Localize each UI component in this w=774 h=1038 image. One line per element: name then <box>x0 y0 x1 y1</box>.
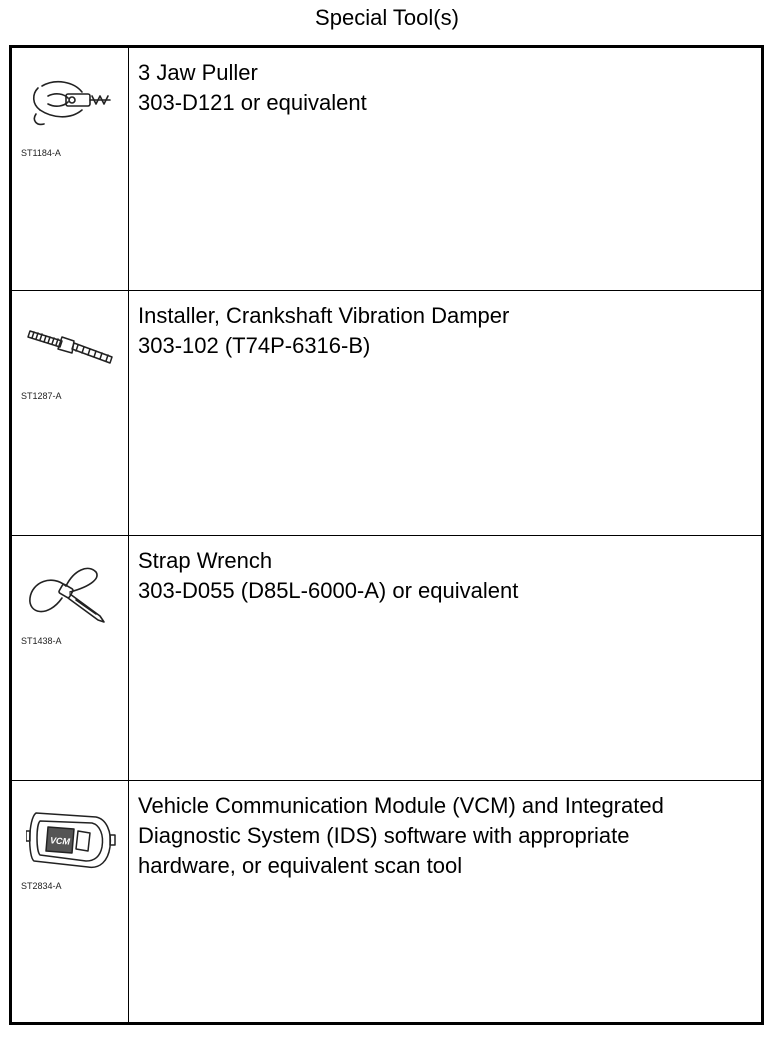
svg-text:VCM: VCM <box>49 835 71 847</box>
tool-image-cell <box>12 291 129 535</box>
tool-name-continued: hardware, or equivalent scan tool <box>138 853 463 878</box>
page-title: Special Tool(s) <box>315 5 459 30</box>
tool-description <box>129 291 761 535</box>
tool-name: Vehicle Communication Module (VCM) and Integrated <box>138 793 664 818</box>
tool-image-cell <box>12 781 129 1022</box>
tool-row-strap-wrench <box>12 536 761 781</box>
three-jaw-puller-icon <box>26 74 116 134</box>
tool-code: ST1438-A <box>21 636 62 646</box>
tool-row-3-jaw-puller <box>12 48 761 291</box>
damper-installer-icon <box>26 317 116 377</box>
tool-description <box>129 781 761 1022</box>
vcm-module-icon <box>26 807 116 873</box>
tool-row-damper-installer <box>12 291 761 536</box>
special-tools-table <box>9 45 764 1025</box>
tool-description <box>129 536 761 780</box>
tool-name: Installer, Crankshaft Vibration Damper <box>138 303 510 328</box>
tool-name-continued: Diagnostic System (IDS) software with appropriate <box>138 823 630 848</box>
strap-wrench-icon <box>26 562 116 626</box>
tool-part-number: 303-102 (T74P-6316-B) <box>138 333 371 358</box>
tool-code: ST2834-A <box>21 881 62 891</box>
tool-code: ST1287-A <box>21 391 62 401</box>
tool-name: 3 Jaw Puller <box>138 60 258 85</box>
tool-name: Strap Wrench <box>138 548 273 573</box>
tool-part-number: 303-D121 or equivalent <box>138 90 367 115</box>
tool-part-number: 303-D055 (D85L-6000-A) or equivalent <box>138 578 519 603</box>
tool-image-cell <box>12 48 129 290</box>
tool-image-cell <box>12 536 129 780</box>
tool-code: ST1184-A <box>21 148 61 158</box>
tool-description <box>129 48 761 290</box>
tool-row-vcm-ids <box>12 781 761 1022</box>
